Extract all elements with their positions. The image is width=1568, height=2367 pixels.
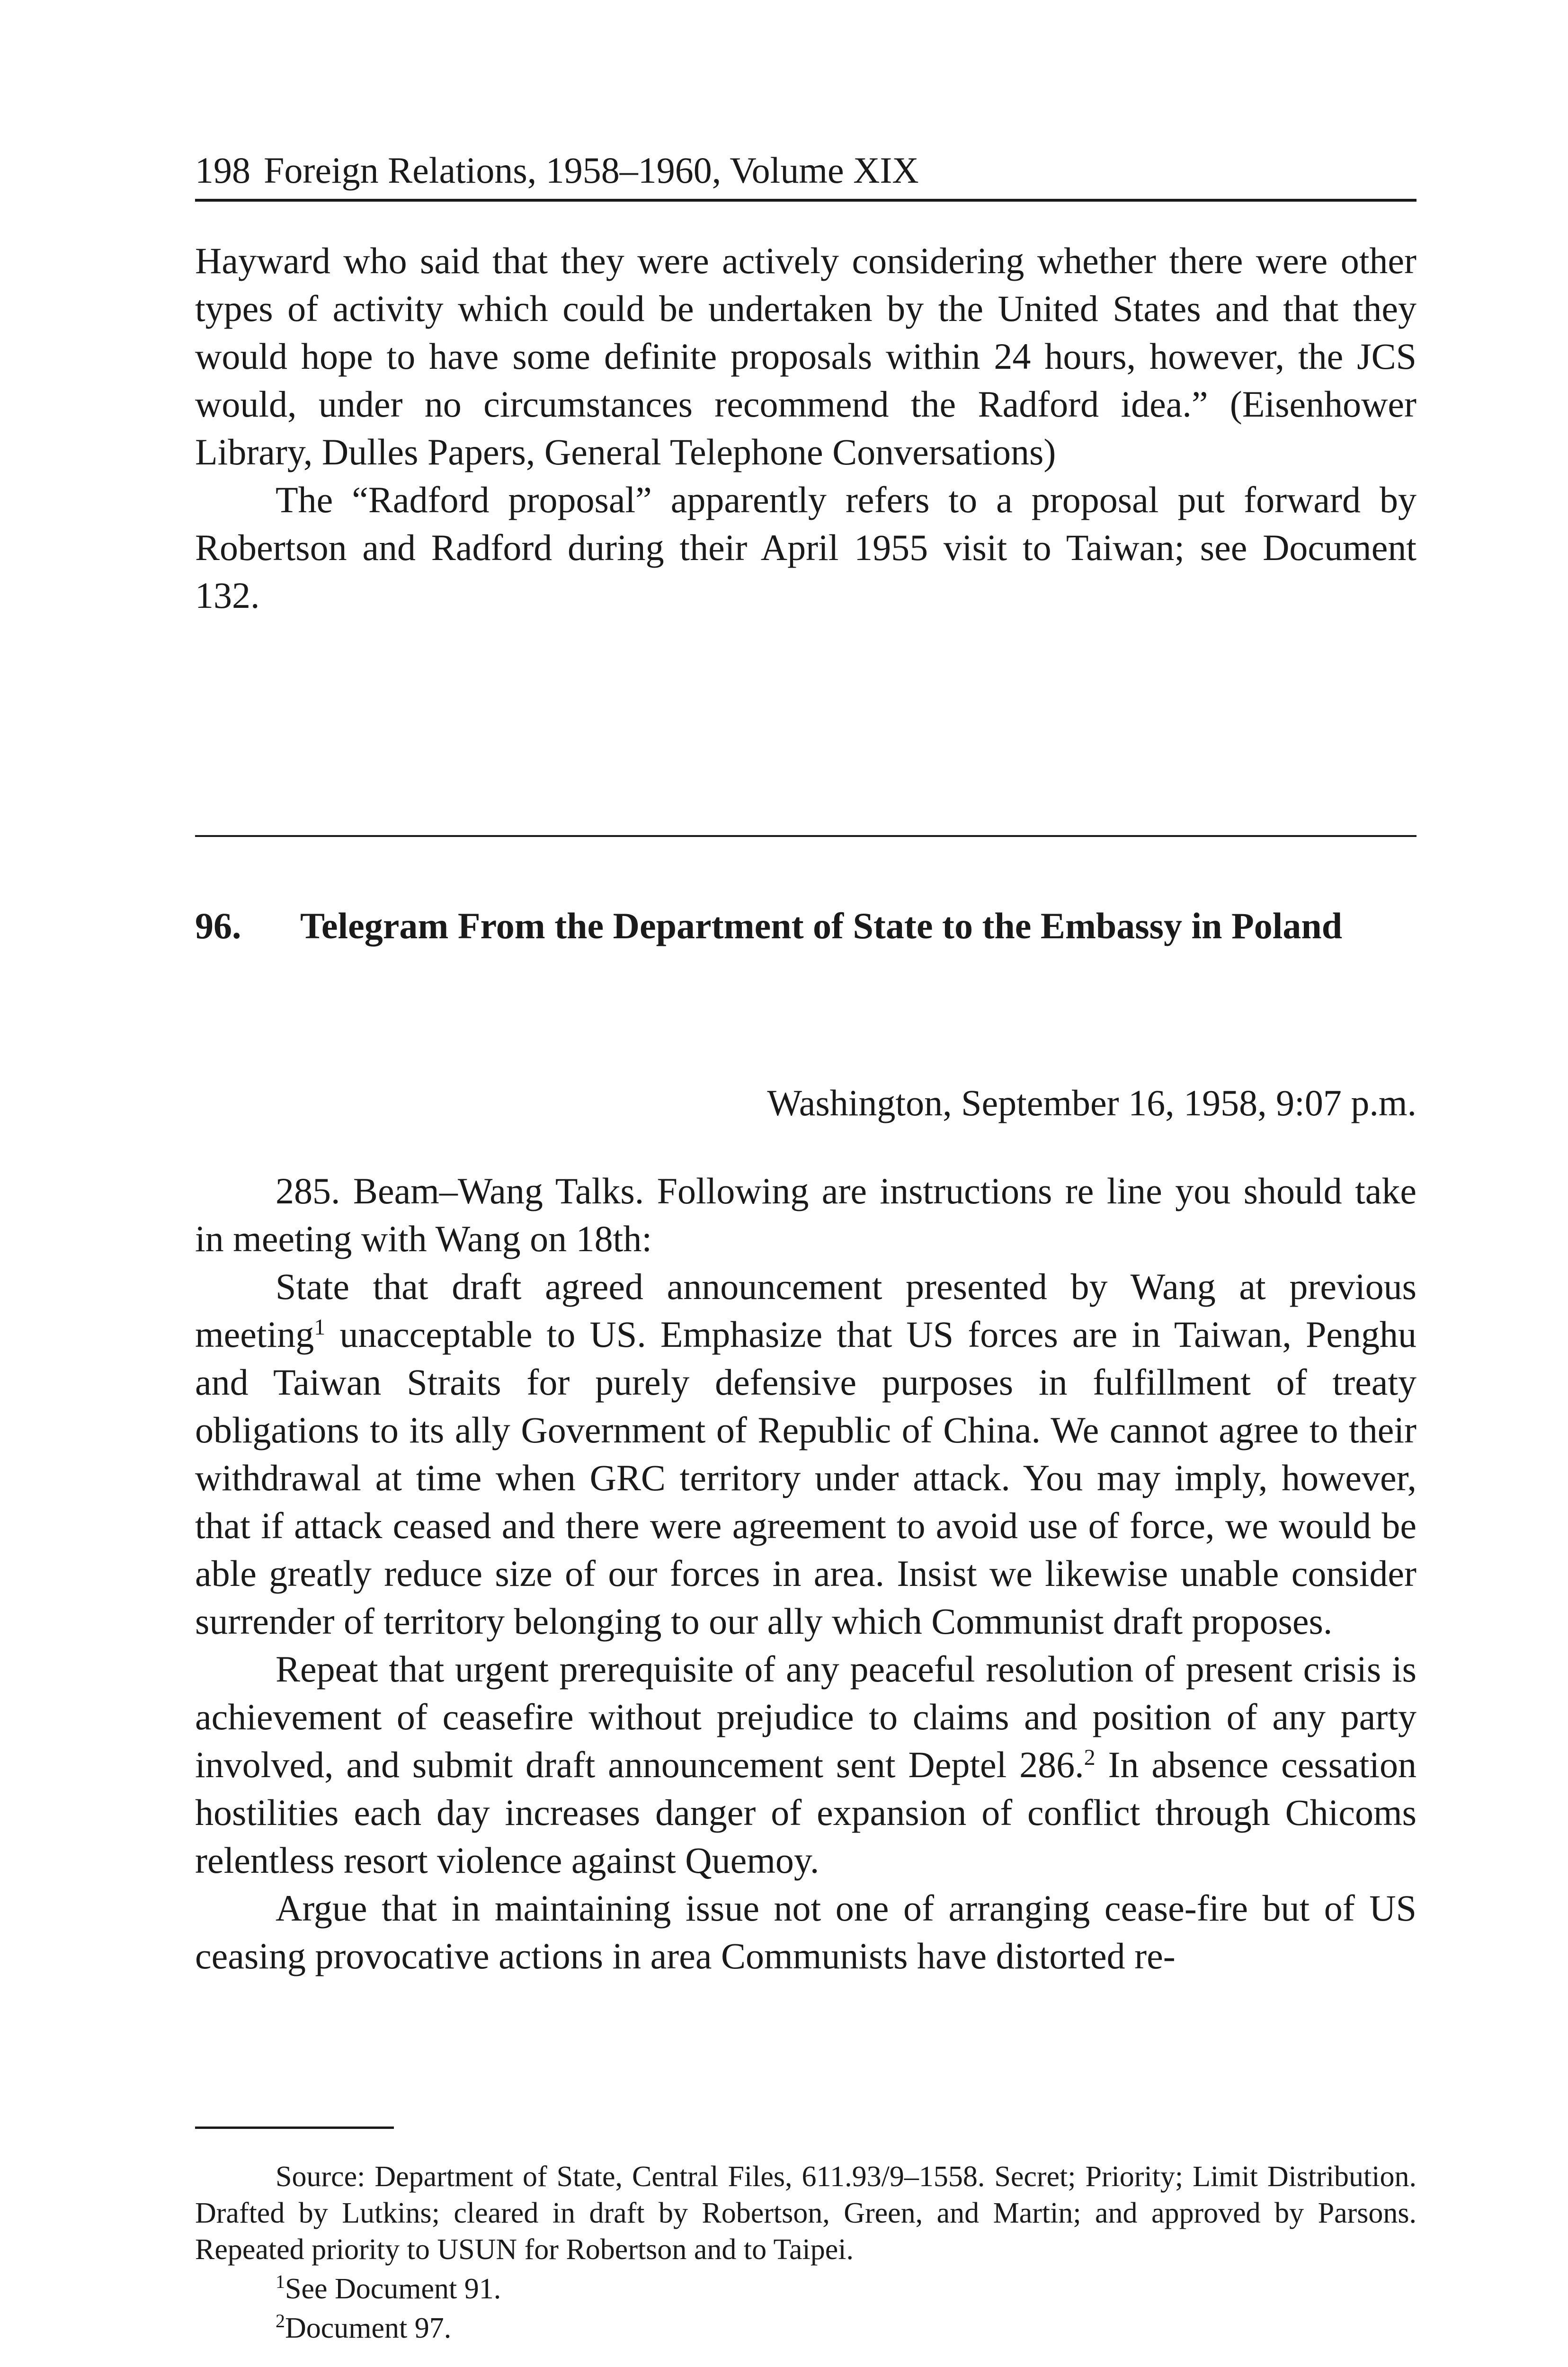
footnote-text: See Document 91.: [285, 2273, 501, 2305]
header-rule: [195, 199, 1417, 202]
carryover-section: [195, 237, 1417, 619]
telegram-body: [195, 1167, 1417, 1980]
footnote-marker: 2: [276, 2310, 285, 2331]
dateline: Washington, September 16, 1958, 9:07 p.m.: [767, 1082, 1417, 1123]
footnote-text: Document 97.: [285, 2312, 452, 2344]
running-head: [195, 148, 919, 193]
section-divider: [195, 835, 1417, 837]
carryover-paragraph: Hayward who said that they were actively considering whether there were other types of activity which could be undertaken by the United States and that they would hope to have some definite proposals within 24 hours, however, the JCS would, under no circumstances recommend the Radford idea.” (Eisenhower Library, Dulles Papers, General Telephone Conversations): [195, 240, 1417, 472]
editorial-note-paragraph: The “Radford proposal” apparently refers to a proposal put forward by Robertson and Radford during their April 1955 visit to Taiwan; see Document 132.: [195, 479, 1417, 616]
source-note: Source: Department of State, Central Files, 611.93/9–1558. Secret; Priority; Limit Distribution. Drafted by Lutkins; cleared in draft by Robertson, Green, and Martin; and approved by Parsons. Repeated priority to USUN for Robertson and to Taipei.: [195, 2161, 1417, 2266]
page-number: 198: [195, 150, 250, 191]
footnote-marker: 1: [276, 2271, 285, 2292]
body-paragraph: 285. Beam–Wang Talks. Following are instructions re line you should take in meeting with Wang on 18th:: [195, 1170, 1417, 1259]
volume-title: Foreign Relations, 1958–1960, Volume XIX: [264, 150, 919, 191]
footnote-ref: 2: [1084, 1745, 1096, 1770]
footnote-ref: 1: [314, 1315, 326, 1340]
footnotes: [195, 2159, 1417, 2347]
body-paragraph: Repeat that urgent prerequisite of any peaceful resolution of present crisis is achievement of ceasefire without prejudice to claims and position of any party involved, and submit draft announcement sent Deptel 286.$^2$ In absence cessation hostilities each day increases danger of expansion of conflict through Chicoms relentless resort violence against Quemoy.: [195, 1648, 1417, 1881]
body-paragraph: Argue that in maintaining issue not one of arranging cease-fire but of US ceasing provocative actions in area Communists have distorted re-: [195, 1887, 1417, 1976]
document-title: Telegram From the Department of State to the Embassy in Poland: [300, 905, 1343, 946]
footnote-rule: [195, 2127, 394, 2129]
footnote: [195, 2271, 1417, 2307]
document-number: 96.: [195, 905, 241, 946]
footnote: [195, 2310, 1417, 2347]
body-paragraph: State that draft agreed announcement presented by Wang at previous meeting$^1$ unacceptable to US. Emphasize that US forces are in Taiwan, Penghu and Taiwan Straits for purely defensive purposes in fulfillment of treaty obligations to its ally Government of Republic of China. We cannot agree to their withdrawal at time when GRC territory under attack. You may imply, however, that if attack ceased and there were agreement to avoid use of force, we would be able greatly reduce size of our forces in area. Insist we likewise unable consider surrender of territory belonging to our ally which Communist draft proposes.: [195, 1266, 1417, 1642]
